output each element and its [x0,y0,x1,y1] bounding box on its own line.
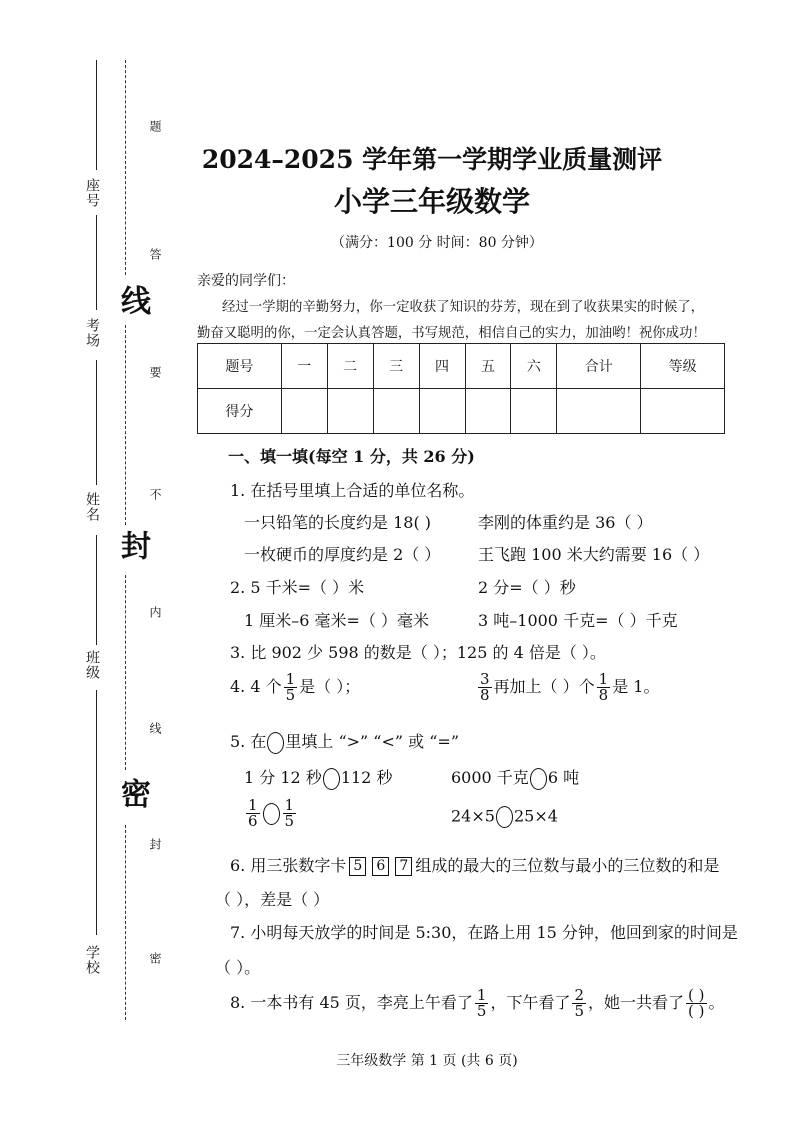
question-5b [451,765,579,790]
score-cell[interactable] [511,389,557,434]
numerator: ( ) [688,986,705,1004]
question-8 [230,988,725,1019]
fraction [572,988,586,1019]
question-5c [244,798,298,829]
compare-circle[interactable] [496,806,513,828]
score-table [197,343,725,434]
q8-prefix: 8. 一本书有 45 页，李亮上午看了 [230,993,473,1012]
denominator: 6 [248,812,258,830]
score-row-label: 得分 [198,389,282,434]
fraction [475,988,489,1019]
exam-info: （满分：100 分 时间：80 分钟） [331,235,543,251]
score-cell[interactable] [327,389,373,434]
compare-circle[interactable] [530,768,547,790]
question-4 [230,672,360,703]
exam-title: 2024–2025 学年第一学期学业质量测评 [201,145,663,174]
denominator: 5 [476,1002,487,1020]
warning-char-4: 不 [148,488,162,501]
numerator: 1 [476,986,487,1004]
fraction [597,672,611,703]
q5a-right: 112 秒 [340,768,393,787]
q5d-left: 24×5 [451,806,495,826]
question-1d: 王飞跑 100 米大约需要 16（ ） [478,545,710,564]
seal-feng: 封 [115,530,150,560]
number-card: 5 [349,857,366,876]
name-label: 姓名 [84,492,100,522]
seal-mi: 密 [115,778,150,808]
warning-char-7: 封 [148,838,162,851]
compare-circle[interactable] [263,803,280,825]
denominator: 8 [480,686,490,704]
score-table-header-row [198,344,725,389]
denominator: ( ) [688,1002,705,1020]
margin-solid-line-4 [96,535,97,645]
greeting: 亲爱的同学们： [197,273,295,289]
school-label: 学校 [84,945,100,975]
q8-end: 。 [708,993,725,1012]
question-5a [244,765,392,790]
q8-mid-2: ，她一共看了 [588,993,685,1012]
numerator: 1 [598,670,609,688]
intro-line-1: 经过一学期的辛勤努力，你一定收获了知识的芬芳，现在到了收获果实的时候了， [222,300,705,315]
question-6 [230,853,719,876]
question-2b: 2 分=（ ）秒 [478,578,576,597]
score-header-cell: 等级 [641,344,725,389]
section-1-heading: 一、填一填(每空 1 分，共 26 分) [228,447,475,466]
fraction [246,798,260,829]
question-1b: 李刚的体重约是 36（ ） [478,513,653,532]
warning-char-1: 题 [148,120,162,133]
question-7: 7. 小明每天放学的时间是 5:30，在路上用 15 分钟，他回到家的时间是 [230,923,738,942]
number-card: 7 [395,857,412,876]
warning-char-5: 内 [148,606,162,619]
score-header-cell: 二 [327,344,373,389]
numerator: 1 [284,796,295,814]
question-1c: 一枚硬币的厚度约是 2（ ） [244,545,441,564]
fraction [283,798,297,829]
numerator: 2 [574,986,584,1004]
question-2a: 2. 5 千米=（ ）米 [230,578,365,597]
question-5d [451,806,558,828]
numerator: 1 [248,796,258,814]
question-2d: 3 吨–1000 千克=（ ）千克 [478,611,678,630]
q5d-right: 25×4 [513,806,558,826]
warning-char-6: 线 [148,722,162,735]
question-5 [230,729,459,754]
q8-mid: ，下午看了 [490,993,571,1012]
class-label: 班级 [84,650,100,680]
score-cell[interactable] [281,389,327,434]
score-header-cell: 六 [511,344,557,389]
score-header-cell: 五 [465,344,511,389]
score-header-cell: 合计 [557,344,641,389]
question-4-part-2 [476,672,659,703]
margin-dashed-line-mid [125,325,126,525]
margin-solid-line-2 [96,215,97,310]
numerator: 1 [285,670,296,688]
q4-end: 是 1。 [612,677,660,696]
question-7-line-2: （ ）。 [215,958,261,977]
q6-rest: 组成的最大的三位数与最小的三位数的和是 [415,856,720,875]
question-6-line-2: （ ），差是（ ） [215,890,330,909]
score-header-cell: 题号 [198,344,282,389]
exam-room-label: 考场 [84,318,100,348]
score-header-cell: 四 [419,344,465,389]
margin-dashed-line-bottom [125,825,126,1020]
fraction [478,672,492,703]
denominator: 8 [598,686,609,704]
denominator: 5 [574,1002,584,1020]
margin-solid-line-3 [96,360,97,485]
answer-fraction[interactable] [686,988,706,1019]
q5a-left: 1 分 12 秒 [244,768,322,787]
score-table-score-row [198,389,725,434]
numerator: 3 [480,670,490,688]
q5-rest: 里填上 “>” “<” 或 “=” [285,732,460,751]
intro-line-2: 勤奋又聪明的你，一定会认真答题，书写规范，相信自己的实力，加油哟！祝你成功！ [197,326,706,341]
margin-dashed-line-mid2 [125,575,126,770]
page-footer: 三年级数学 第 1 页 (共 6 页) [336,1053,518,1069]
question-1: 1. 在括号里填上合适的单位名称。 [230,481,475,500]
fraction [284,672,298,703]
score-cell[interactable] [557,389,641,434]
q4-mid: 是（ ）； [299,677,361,696]
subject-title: 小学三年级数学 [333,185,530,218]
compare-circle [267,732,284,754]
question-2c: 1 厘米–6 毫米=（ ）毫米 [244,611,430,630]
q4-prefix: 4. 4 个 [230,677,282,696]
q5b-right: 6 吨 [547,768,580,787]
warning-char-3: 要 [148,366,162,379]
warning-char-2: 答 [148,248,162,261]
seal-xian: 线 [115,285,150,315]
score-cell[interactable] [465,389,511,434]
q6-prefix: 6. 用三张数字卡 [230,856,347,875]
question-1a: 一只铅笔的长度约是 18( ) [244,513,432,532]
number-card: 6 [372,857,389,876]
score-cell[interactable] [641,389,725,434]
score-cell[interactable] [373,389,419,434]
q4-add: 再加上（ ）个 [493,677,595,696]
score-cell[interactable] [419,389,465,434]
seat-label: 座号 [84,178,100,208]
question-3: 3. 比 902 少 598 的数是（ ）；125 的 4 倍是（ ）。 [230,643,606,662]
margin-solid-line-5 [96,690,97,935]
denominator: 5 [284,812,295,830]
q5b-left: 6000 千克 [451,768,529,787]
warning-char-8: 密 [148,952,162,965]
q5-prefix: 5. 在 [230,732,267,751]
score-header-cell: 三 [373,344,419,389]
score-header-cell: 一 [281,344,327,389]
denominator: 5 [285,686,296,704]
compare-circle[interactable] [323,768,340,790]
